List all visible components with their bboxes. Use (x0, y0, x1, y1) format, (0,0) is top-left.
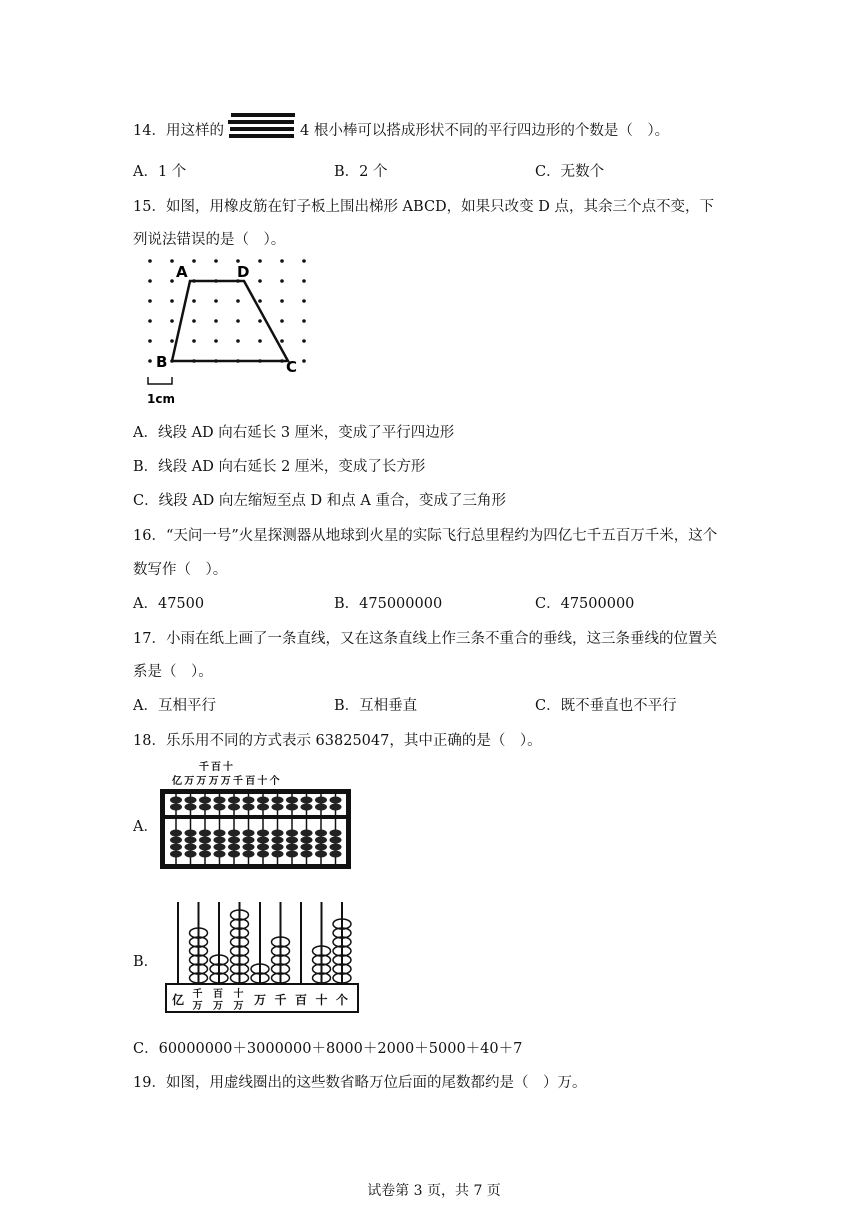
peg-dot (170, 299, 174, 303)
q14-stem-post: 4 根小棒可以搭成形状不同的平行四边形的个数是（ ）。 (300, 123, 670, 139)
abacus-a-bead (257, 797, 269, 804)
q16-option-a[interactable]: A．47500 (133, 596, 205, 612)
peg-dot (236, 319, 240, 323)
abacus-a-bottom-label: 千 (233, 776, 243, 787)
abacus-a-bead (330, 830, 342, 837)
q14-option-c[interactable]: C．无数个 (535, 164, 605, 180)
abacus-a-bottom-label: 十 (257, 776, 268, 787)
scale-label: 1cm (147, 392, 175, 406)
abacus-a-bead (170, 830, 182, 837)
abacus-a-bead (330, 844, 342, 851)
peg-dot (236, 299, 240, 303)
abacus-a-bead (257, 844, 269, 851)
abacus-b-label: 万 (213, 1001, 223, 1012)
q17-option-c[interactable]: C．既不垂直也不平行 (535, 698, 677, 714)
abacus-a-bead (170, 837, 182, 844)
abacus-a-bead (214, 851, 226, 858)
abacus-a-bead (170, 804, 182, 811)
abacus-a-bead (272, 851, 284, 858)
peg-dot (148, 319, 152, 323)
abacus-a-bead (170, 844, 182, 851)
abacus-b-label: 十 (233, 989, 244, 1000)
abacus-a-bead (199, 797, 211, 804)
peg-dot (214, 299, 218, 303)
peg-dot (170, 339, 174, 343)
abacus-a-bottom-label: 百 (245, 776, 256, 787)
peg-dot (170, 259, 174, 263)
abacus-a-bead (330, 797, 342, 804)
peg-dot (170, 279, 174, 283)
abacus-a-bottom-label: 万 (208, 776, 219, 787)
abacus-a-bead (272, 837, 284, 844)
abacus-a-bead (257, 804, 269, 811)
q16-stem-line2: 数写作（ ）。 (133, 562, 228, 578)
abacus-a-bead (257, 837, 269, 844)
label-c: C (286, 358, 298, 376)
abacus-a-bead (214, 837, 226, 844)
q14-option-b[interactable]: B．2 个 (334, 164, 388, 180)
abacus-a-bead (286, 804, 298, 811)
abacus-a-bead (315, 851, 327, 858)
abacus-b-label: 个 (336, 993, 349, 1007)
abacus-a-bead (170, 797, 182, 804)
abacus-a-bead (301, 851, 313, 858)
abacus-a-bead (228, 804, 240, 811)
abacus-a-bead (286, 844, 298, 851)
peg-dot (280, 259, 284, 263)
abacus-a-bead (315, 830, 327, 837)
abacus-a-bead (199, 837, 211, 844)
abacus-b-label: 万 (254, 993, 267, 1007)
peg-dot (148, 279, 152, 283)
abacus-a-top-label: 十 (223, 762, 233, 773)
abacus-a-top-label: 千 (199, 762, 209, 773)
abacus-a-bead (228, 837, 240, 844)
abacus-a-bead (228, 830, 240, 837)
q15-stem-line2: 列说法错误的是（ ）。 (133, 232, 286, 248)
abacus-a-bead (243, 837, 255, 844)
abacus-a-bead (272, 844, 284, 851)
peg-dot (258, 259, 262, 263)
abacus-a-bead (185, 837, 197, 844)
abacus-a-bead (330, 804, 342, 811)
abacus-b-label: 十 (315, 993, 328, 1007)
abacus-b-label: 百 (295, 993, 308, 1007)
q16-stem-line1: 16．“天问一号”火星探测器从地球到火星的实际飞行总里程约为四亿七千五百万千米，这个 (133, 528, 718, 544)
abacus-a-bottom-label: 万 (184, 776, 195, 787)
abacus-a-bead (243, 830, 255, 837)
abacus-a-bead (228, 797, 240, 804)
abacus-a-bead (257, 851, 269, 858)
abacus-a-bead (185, 804, 197, 811)
q15-option-c[interactable]: C．线段 AD 向左缩短至点 D 和点 A 重合，变成了三角形 (133, 493, 506, 509)
abacus-a-bottom-label: 万 (196, 776, 207, 787)
peg-dot (280, 279, 284, 283)
abacus-a-bead (286, 851, 298, 858)
peg-dot (258, 339, 262, 343)
q17-stem-line1: 17．小雨在纸上画了一条直线，又在这条直线上作三条不重合的垂线，这三条垂线的位置关 (133, 631, 717, 647)
abacus-a-bead (185, 851, 197, 858)
abacus-a-bead (301, 830, 313, 837)
q16-option-b[interactable]: B．475000000 (334, 596, 443, 612)
abacus-a-bead (315, 797, 327, 804)
abacus-a-bead (286, 797, 298, 804)
peg-dot (214, 319, 218, 323)
peg-dot (302, 359, 306, 363)
abacus-a-top-label: 百 (211, 762, 221, 773)
q14-stem-pre: 14．用这样的 (133, 123, 224, 139)
abacus-a-bead (228, 844, 240, 851)
abacus-a-bead (301, 837, 313, 844)
peg-dot (170, 319, 174, 323)
abacus-a-bead (185, 830, 197, 837)
peg-dot (148, 259, 152, 263)
peg-dot (148, 359, 152, 363)
peg-dot (148, 339, 152, 343)
abacus-a-bead (272, 830, 284, 837)
abacus-a-bead (199, 844, 211, 851)
abacus-a-image (158, 758, 358, 873)
q18-stem: 18．乐乐用不同的方式表示 63825047，其中正确的是（ ）。 (133, 733, 542, 749)
peg-dot (302, 319, 306, 323)
q14-option-a[interactable]: A．1 个 (133, 164, 187, 180)
sticks-image (228, 111, 298, 139)
q16-option-c[interactable]: C．47500000 (535, 596, 635, 612)
q18-option-a[interactable]: A． (133, 819, 158, 835)
label-b: B (156, 353, 168, 371)
peg-dot (192, 339, 196, 343)
peg-dot (302, 279, 306, 283)
abacus-b-label: 千 (274, 993, 287, 1007)
peg-dot (148, 299, 152, 303)
peg-dot (258, 319, 262, 323)
abacus-a-bottom-label: 亿 (172, 776, 182, 787)
abacus-a-bead (301, 844, 313, 851)
peg-dot (280, 319, 284, 323)
q15-stem-line1: 15．如图，用橡皮筋在钉子板上围出梯形 ABCD，如果只改变 D 点，其余三个点不变，下 (133, 199, 715, 215)
q18-option-c[interactable]: C．60000000＋3000000＋8000＋2000＋5000＋40＋7 (133, 1041, 523, 1057)
abacus-a-bead (243, 844, 255, 851)
peg-dot (258, 299, 262, 303)
abacus-a-bead (272, 804, 284, 811)
q17-option-a[interactable]: A．互相平行 (133, 698, 216, 714)
abacus-a-bead (214, 804, 226, 811)
abacus-a-bead (185, 797, 197, 804)
abacus-a-bead (214, 797, 226, 804)
page-footer: 试卷第 3 页，共 7 页 (367, 1183, 501, 1199)
peg-dot (258, 279, 262, 283)
abacus-a-bead (243, 797, 255, 804)
label-d: D (237, 263, 250, 281)
label-a: A (176, 263, 188, 281)
peg-dot (236, 339, 240, 343)
abacus-a-bead (199, 851, 211, 858)
abacus-a-bead (199, 830, 211, 837)
abacus-a-bottom-label: 万 (220, 776, 231, 787)
abacus-a-bead (272, 797, 284, 804)
abacus-a-bead (286, 830, 298, 837)
abacus-a-bead (257, 830, 269, 837)
peg-dot (214, 339, 218, 343)
q15-option-a[interactable]: A．线段 AD 向右延长 3 厘米，变成了平行四边形 (133, 425, 455, 441)
abacus-a-bead (243, 804, 255, 811)
abacus-b-image (164, 898, 364, 1016)
abacus-a-bead (315, 804, 327, 811)
abacus-b-label: 百 (213, 989, 223, 1000)
abacus-b-label: 千 (192, 989, 203, 1000)
peg-dot (192, 319, 196, 323)
peg-dot (192, 299, 196, 303)
peg-dot (192, 259, 196, 263)
peg-dot (214, 259, 218, 263)
q17-stem-line2: 系是（ ）。 (133, 664, 213, 680)
abacus-a-bead (301, 804, 313, 811)
pegboard-trapezoid-figure (138, 250, 318, 410)
abacus-a-bead (330, 837, 342, 844)
abacus-a-bead (185, 844, 197, 851)
abacus-a-bead (315, 844, 327, 851)
abacus-a-bead (214, 844, 226, 851)
abacus-a-bead (301, 797, 313, 804)
abacus-b-label: 万 (233, 1001, 244, 1012)
abacus-a-bead (199, 804, 211, 811)
peg-dot (302, 259, 306, 263)
abacus-a-bottom-label: 个 (269, 776, 280, 787)
peg-dot (302, 299, 306, 303)
abacus-a-bead (214, 830, 226, 837)
peg-dot (280, 299, 284, 303)
abacus-a-bead (330, 851, 342, 858)
abacus-b-label: 亿 (172, 993, 185, 1007)
peg-dot (280, 339, 284, 343)
q18-option-b[interactable]: B． (133, 954, 159, 970)
q17-option-b[interactable]: B．互相垂直 (334, 698, 418, 714)
q15-option-b[interactable]: B．线段 AD 向右延长 2 厘米，变成了长方形 (133, 459, 426, 475)
q19-stem: 19．如图，用虚线圈出的这些数省略万位后面的尾数都约是（ ）万。 (133, 1075, 587, 1091)
abacus-a-bead (228, 851, 240, 858)
peg-dot (302, 339, 306, 343)
abacus-a-bead (243, 851, 255, 858)
abacus-a-bead (315, 837, 327, 844)
abacus-b-label: 万 (192, 1001, 203, 1012)
abacus-a-bead (170, 851, 182, 858)
abacus-a-bead (286, 837, 298, 844)
